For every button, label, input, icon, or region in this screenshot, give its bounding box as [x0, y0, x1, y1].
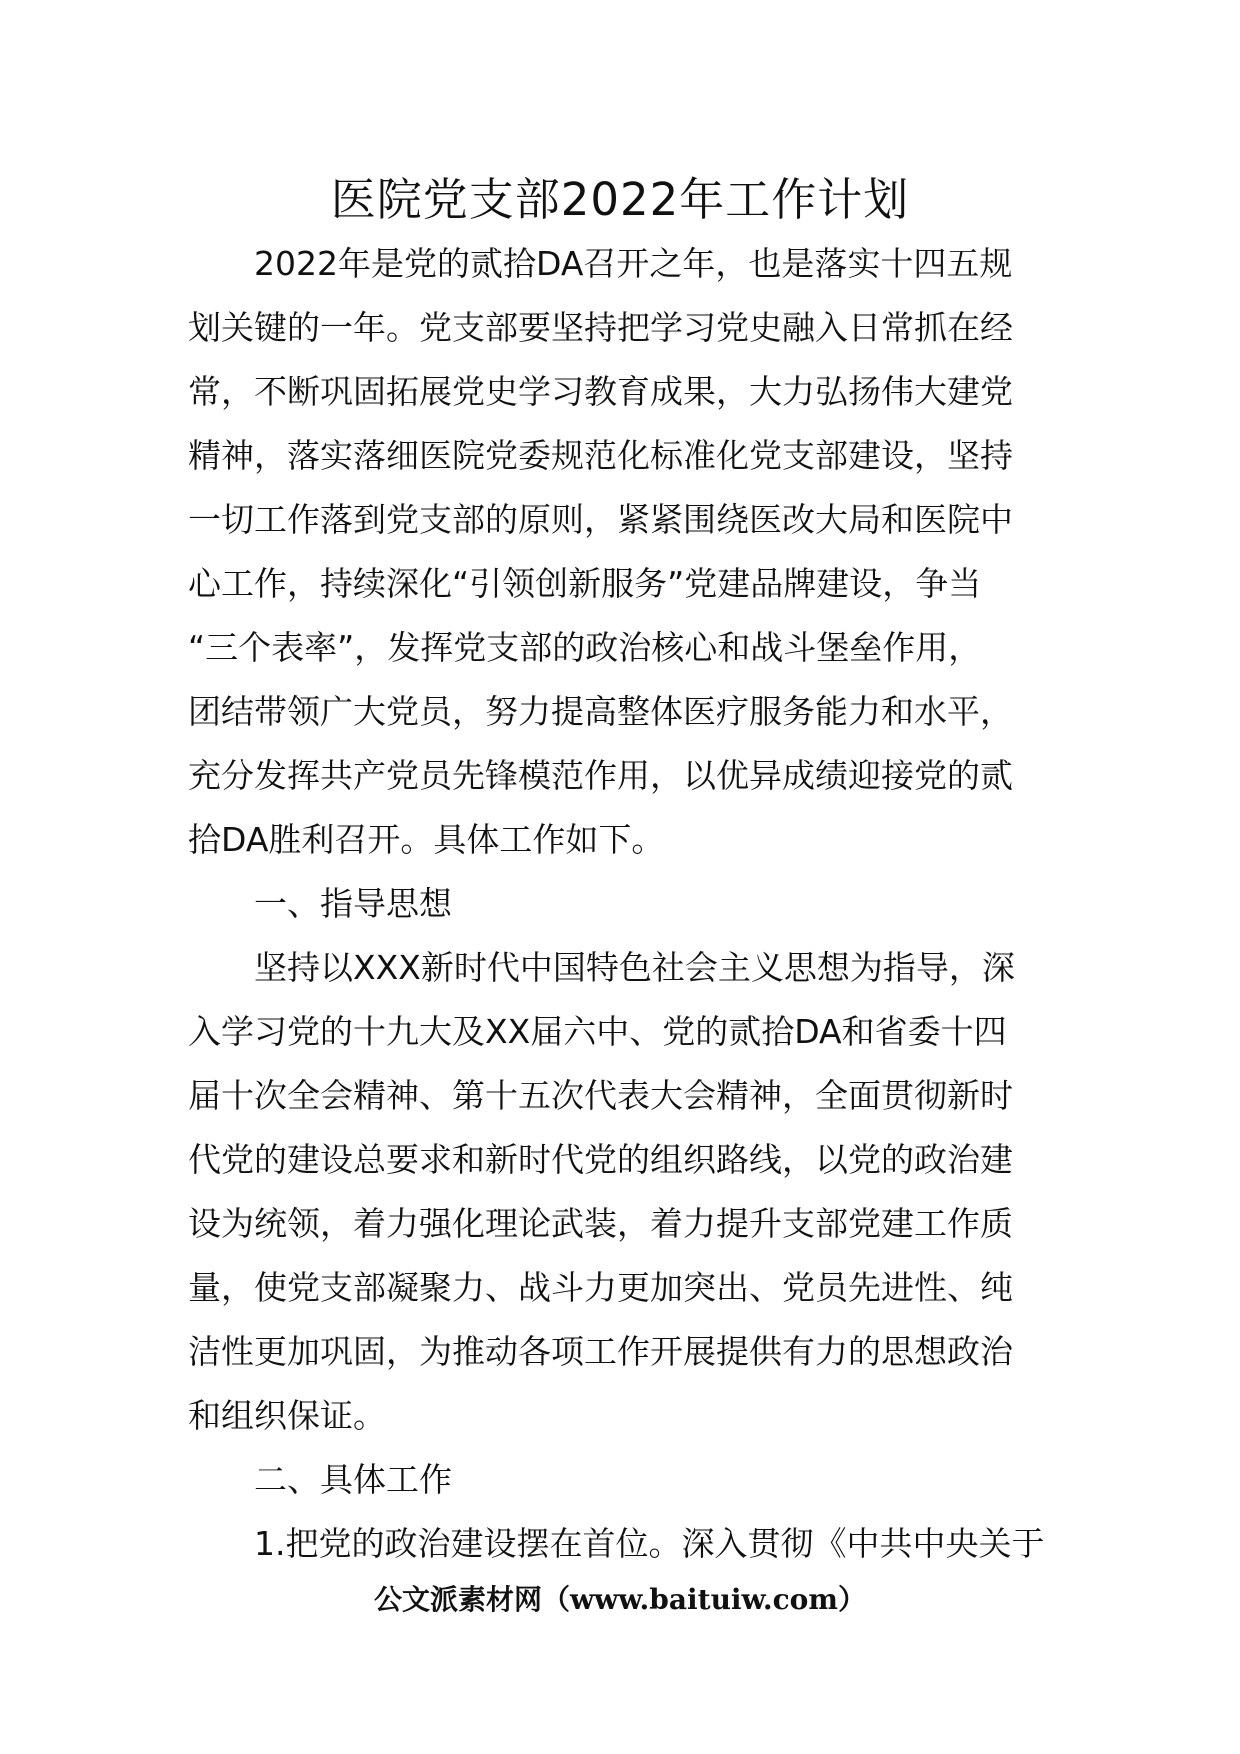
paragraph-line: 坚持以XXX新时代中国特色社会主义思想为指导，深 [254, 948, 1015, 987]
paragraph-line: 代党的建设总要求和新时代党的组织路线，以党的政治建 [188, 1140, 1013, 1179]
paragraph-line: 和组织保证。 [188, 1396, 386, 1435]
paragraph-line: 心工作，持续深化“引领创新服务”党建品牌建设，争当 [188, 564, 982, 603]
footer-watermark-text: 公文派素材网（www.baituiw.com） [374, 1583, 866, 1616]
document-title: 医院党支部2022年工作计划 [330, 173, 910, 226]
paragraph-line: 一切工作落到党支部的原则，紧紧围绕医改大局和医院中 [188, 500, 1013, 539]
paragraph-line: 常，不断巩固拓展党史学习教育成果，大力弘扬伟大建党 [188, 372, 1013, 411]
paragraph-line: 1.把党的政治建设摆在首位。深入贯彻《中共中央关于 [254, 1524, 1045, 1563]
paragraph-line: 拾DA胜利召开。具体工作如下。 [188, 820, 665, 859]
section-heading: 一、指导思想 [254, 884, 452, 923]
paragraph-line: 2022年是党的贰拾DA召开之年，也是落实十四五规 [254, 244, 1013, 283]
paragraph-line: 设为统领，着力强化理论武装，着力提升支部党建工作质 [188, 1204, 1013, 1243]
paragraph-line: 量，使党支部凝聚力、战斗力更加突出、党员先进性、纯 [188, 1268, 1013, 1307]
section-heading: 二、具体工作 [254, 1460, 452, 1499]
paragraph-line: 划关键的一年。党支部要坚持把学习党史融入日常抓在经 [188, 308, 1013, 347]
paragraph-line: 充分发挥共产党员先锋模范作用，以优异成绩迎接党的贰 [188, 756, 1013, 795]
paragraph-line: 精神，落实落细医院党委规范化标准化党支部建设，坚持 [188, 436, 1013, 475]
paragraph-line: 入学习党的十九大及XX届六中、党的贰拾DA和省委十四 [188, 1012, 1007, 1051]
paragraph-line: “三个表率”，发挥党支部的政治核心和战斗堡垒作用， [188, 628, 982, 667]
paragraph-line: 洁性更加巩固，为推动各项工作开展提供有力的思想政治 [188, 1332, 1013, 1371]
paragraph-line: 届十次全会精神、第十五次代表大会精神，全面贯彻新时 [188, 1076, 1013, 1115]
document-body [188, 232, 1058, 1576]
paragraph-line: 团结带领广大党员，努力提高整体医疗服务能力和水平， [188, 692, 1013, 731]
